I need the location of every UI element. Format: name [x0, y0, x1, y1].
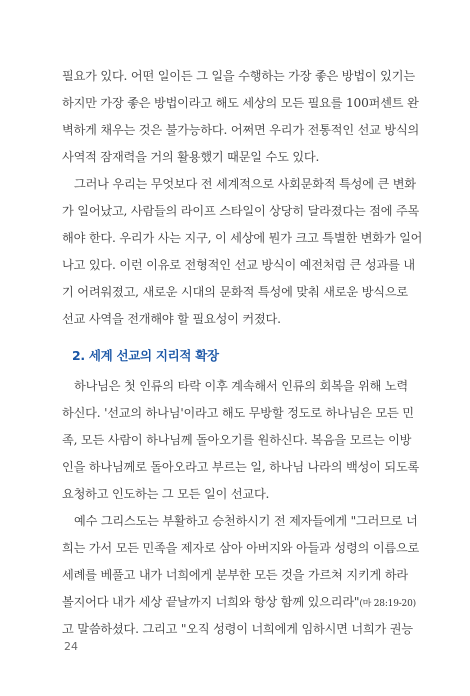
body-text-line: 사역적 잠재력을 거의 활용했기 때문일 수도 있다. — [62, 150, 320, 164]
body-text-line: 희는 가서 모든 민족을 제자로 삼아 아버지와 아들과 성령의 이름으로 — [62, 541, 420, 555]
body-text-line: 하신다. '선교의 하나님'이라고 해도 무방할 정도로 하나님은 모든 민 — [62, 406, 414, 420]
body-text-line: 해야 한다. 우리가 사는 지구, 이 세상에 뭔가 크고 특별한 변화가 일어 — [62, 231, 423, 245]
page-number: 24 — [64, 640, 78, 653]
body-text-line: 선교 사역을 전개해야 할 필요성이 커졌다. — [62, 312, 281, 326]
body-text-line-with-reference — [62, 594, 416, 612]
body-text-line: 가 일어났고, 사람들의 라이프 스타일이 상당히 달라졌다는 점에 주목 — [62, 204, 420, 218]
body-text-line: 필요가 있다. 어떤 일이든 그 일을 수행하는 가장 좋은 방법이 있기는 — [62, 69, 415, 83]
scripture-reference: (마 28:19-20) — [359, 599, 416, 609]
body-text-line: 예수 그리스도는 부활하고 승천하시기 전 제자들에게 "그러므로 너 — [74, 514, 418, 528]
body-text-line: 고 말씀하셨다. 그리고 "오직 성령이 너희에게 임하시면 너희가 권능 — [62, 622, 413, 636]
body-text-line: 기 어려워졌고, 새로운 시대의 문화적 특성에 맞춰 새로운 방식으로 — [62, 285, 408, 299]
body-text-segment: 볼지어다 내가 세상 끝날까지 너희와 항상 함께 있으리라" — [62, 595, 360, 609]
body-text-line: 하지만 가장 좋은 방법이라고 해도 세상의 모든 필요를 100퍼센트 완 — [62, 96, 419, 110]
body-text-line: 인을 하나님께로 돌아오라고 부르는 일, 하나님 나라의 백성이 되도록 — [62, 460, 420, 474]
body-text-line: 세례를 베풀고 내가 너희에게 분부한 모든 것을 가르쳐 지키게 하라 — [62, 568, 408, 582]
body-text-line: 나고 있다. 이런 이유로 전형적인 선교 방식이 예전처럼 큰 성과를 내 — [62, 258, 415, 272]
body-text-line: 요청하고 인도하는 그 모든 일이 선교다. — [62, 487, 270, 501]
body-text-line: 하나님은 첫 인류의 타락 이후 계속해서 인류의 회복을 위해 노력 — [74, 379, 408, 393]
body-text-line: 그러나 우리는 무엇보다 전 세계적으로 사회문화적 특성에 큰 변화 — [74, 177, 416, 191]
body-text-line: 족, 모든 사람이 하나님께 돌아오기를 원하신다. 복음을 모르는 이방 — [62, 433, 412, 447]
section-heading: 2. 세계 선교의 지리적 확장 — [72, 348, 219, 363]
body-text-line: 벽하게 채우는 것은 불가능하다. 어쩌면 우리가 전통적인 선교 방식의 — [62, 123, 420, 137]
